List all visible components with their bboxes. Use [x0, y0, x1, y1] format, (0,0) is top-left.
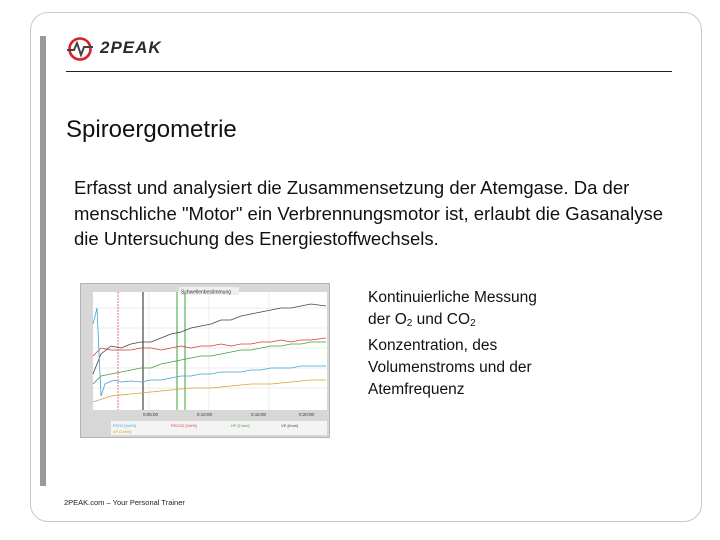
slide-title: Spiroergometrie [66, 116, 237, 143]
pulse-circle-icon [66, 36, 96, 62]
chart-legend-item: VE [l/min] [281, 423, 299, 428]
chart-image [81, 284, 329, 437]
chart-legend-item: AF [1/min] [113, 429, 132, 434]
logo [66, 36, 196, 62]
chart-legend-item: FECO2 [Vol%] [171, 423, 197, 428]
logo-text: 2PEAK [100, 38, 162, 57]
caption-line: Kontinuierliche Messung [368, 289, 537, 306]
chart-title: Schwellenbestimmung [181, 289, 232, 296]
chart-xtick: 0:20:00 [299, 412, 315, 417]
chart-xtick: 0:15:00 [251, 412, 267, 417]
slide-body-text: Erfasst und analysiert die Zusammensetzung der Atemgase. Da der menschliche "Motor" ein Verbrennungsmotor ist, erlaubt die Gasanalyse die Untersuchung des Energiestoffwechsels. [74, 177, 663, 249]
chart-caption [368, 287, 588, 401]
slide-frame [30, 12, 702, 522]
footer-text: 2PEAK.com – Your Personal Trainer [64, 498, 185, 507]
spiroergometry-chart-screenshot [80, 283, 330, 438]
caption-line: Volumenstroms und der [368, 359, 532, 376]
chart-legend-item: HF [1/min] [231, 423, 250, 428]
chart-xtick: 0:10:00 [197, 412, 213, 417]
caption-line: der $O_2$ und $CO_2$ [368, 311, 476, 329]
chart-legend-item: FEO2 [Vol%] [113, 423, 136, 428]
left-accent-bar [40, 36, 46, 486]
caption-line: Konzentration, des [368, 337, 498, 354]
caption-line: Atemfrequenz [368, 381, 465, 398]
header-divider [66, 71, 672, 72]
chart-xtick: 0:05:00 [143, 412, 159, 417]
